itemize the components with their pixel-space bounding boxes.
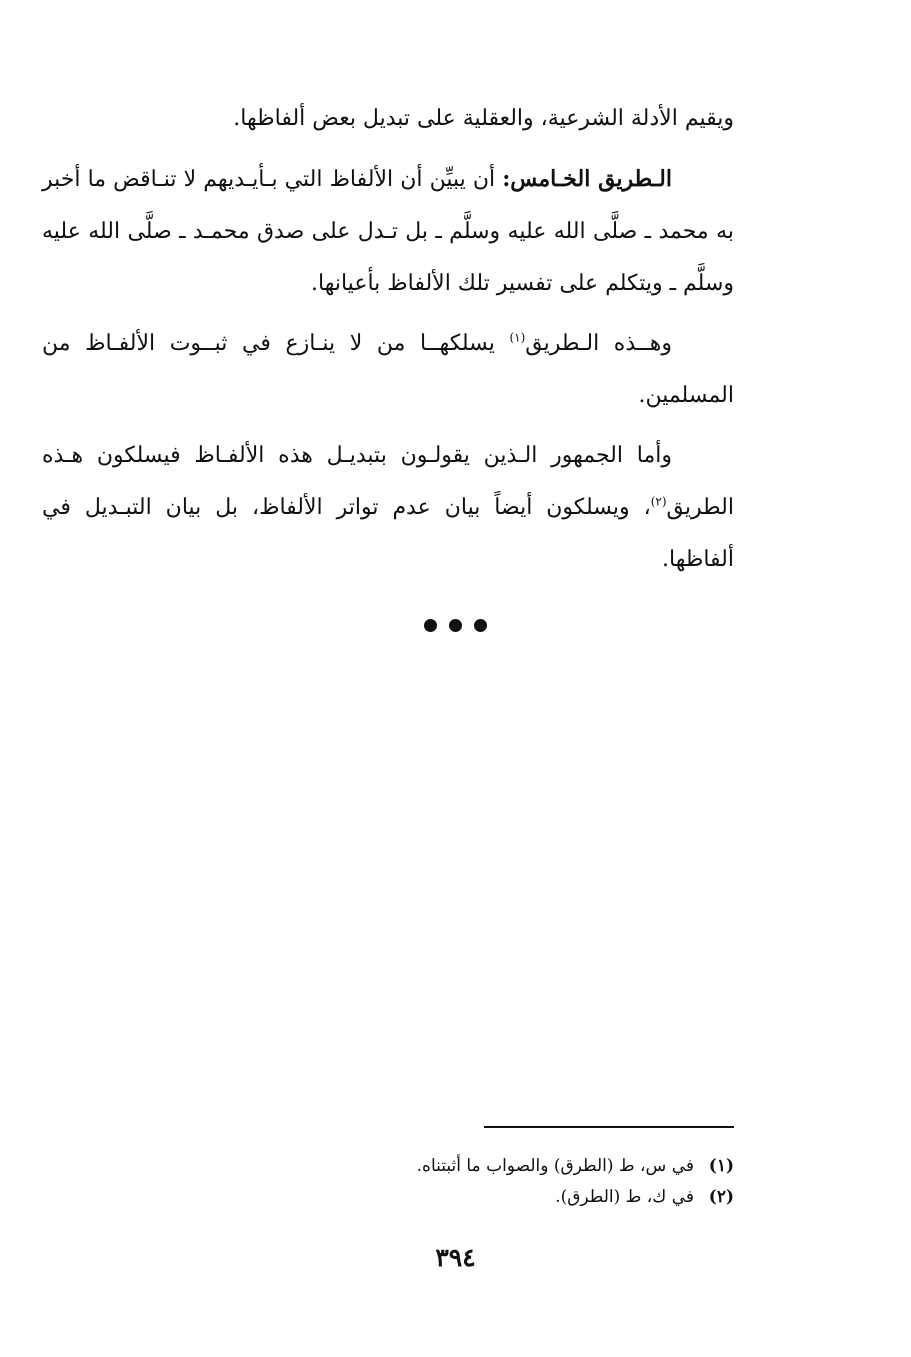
main-text — [42, 93, 734, 594]
footnote-ref-2: (٢) — [650, 494, 667, 509]
paragraph-2-heading: الـطريق الخـامس: — [502, 166, 672, 192]
section-separator — [0, 617, 911, 636]
footnote-ref-1: (١) — [509, 330, 526, 345]
paragraph-2 — [42, 153, 734, 310]
footnotes — [174, 1151, 734, 1213]
paragraph-4-text-after: ، ويسلكون أيضاً بيان عدم تواتر الألفاظ، بل بيان التبـديل في ألفاظها. — [42, 495, 734, 572]
paragraph-2-text: أن يبيِّن أن الألفاظ التي بـأيـديهم لا تنـاقض ما أخبر به محمد ـ صلَّى الله عليه وسلَّم ـ بل تـدل على صدق محمـد ـ صلَّى الله عليه وسلَّم ـ ويتكلم على تفسير تلك الألفاظ بأعيانها. — [42, 167, 734, 296]
paragraph-1 — [42, 93, 734, 145]
separator-dot — [449, 619, 462, 632]
paragraph-4 — [42, 430, 734, 586]
paragraph-3 — [42, 318, 734, 422]
footnote-1 — [174, 1151, 734, 1182]
separator-dot — [424, 619, 437, 632]
paragraph-1-text: ويقيم الأدلة الشرعية، والعقلية على تبديل بعض ألفاظها. — [233, 106, 734, 131]
separator-dot — [474, 619, 487, 632]
footnote-number: (١) — [708, 1156, 734, 1176]
footnote-divider — [484, 1126, 734, 1128]
paragraph-4-text: وأما الجمهور الـذين يقولـون بتبديـل هذه الألفـاظ فيسلكون هـذه الطريق — [42, 443, 734, 520]
footnote-text: في س، ط (الطرق) والصواب ما أثبتناه. — [416, 1156, 694, 1176]
footnote-2 — [174, 1182, 734, 1213]
paragraph-3-text: وهــذه الـطريق — [525, 331, 672, 356]
footnote-number: (٢) — [708, 1187, 734, 1207]
paragraph-3-text-after: يسلكهــا من لا ينـازع في ثبــوت الألفـاظ من المسلمين. — [42, 331, 734, 408]
footnote-text: في ك، ط (الطرق). — [555, 1187, 694, 1207]
page-number: ٣٩٤ — [435, 1243, 476, 1272]
